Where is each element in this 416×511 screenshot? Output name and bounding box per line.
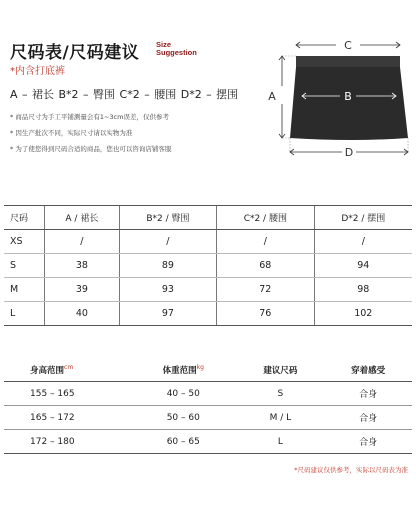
table-row [4,254,412,278]
suggested-size-cell: L [237,430,325,454]
height-cell: 155 – 165 [4,382,130,406]
table-row [4,406,412,430]
suggested-size-cell: S [237,382,325,406]
waist-cell: 76 [217,302,315,326]
fit-cell: 合身 [324,382,412,406]
header-length: A / 裙长 [45,206,120,230]
hip-cell: 97 [119,302,216,326]
length-cell: 39 [45,278,120,302]
waist-cell: / [217,230,315,254]
note-measurement-error: * 商品尺寸为手工平铺测量会有1~3cm误差，仅供参考 [10,113,169,121]
length-cell: 38 [45,254,120,278]
table-row [4,302,412,326]
skirt-body [290,67,408,140]
hip-cell: / [119,230,216,254]
title-english-line-2: Suggestion [156,48,197,57]
title-english-line-1: Size [156,40,172,49]
page-title: 尺码表/尺码建议 [10,43,140,63]
size-cell: S [4,254,45,278]
hem-cell: 102 [314,302,412,326]
header-fit-feel: 穿着感受 [324,358,412,382]
header-size: 尺码 [4,206,45,230]
size-table [4,205,412,326]
header-weight-range: 体重范围$^{kg}$ [130,358,237,382]
fit-cell: 合身 [324,430,412,454]
table-row [4,278,412,302]
skirt-waistband [296,56,400,67]
size-recommendation-table [4,358,412,454]
size-cell: M [4,278,45,302]
hem-cell: 98 [314,278,412,302]
header-height-range: 身高范围$^{cm}$ [4,358,130,382]
size-cell: L [4,302,45,326]
table-row [4,382,412,406]
unit-cm: cm [64,363,74,371]
label-c: C [344,39,352,52]
label-b: B [344,90,352,103]
label-a: A [268,90,276,103]
includes-leggings-note: *内含打底裤 [10,66,65,77]
skirt-measurement-diagram [262,34,412,164]
hip-cell: 93 [119,278,216,302]
waist-cell: 68 [217,254,315,278]
size-table-header-row [4,206,412,230]
waist-cell: 72 [217,278,315,302]
header-hem: D*2 / 摆围 [314,206,412,230]
label-d: D [344,146,354,159]
unit-kg: kg [196,363,204,371]
size-cell: XS [4,230,45,254]
height-cell: 172 – 180 [4,430,130,454]
weight-cell: 40 – 50 [130,382,237,406]
length-cell: 40 [45,302,120,326]
length-arrow [268,56,285,138]
rec-table-header-row [4,358,412,382]
hem-arrow [290,146,408,159]
header-suggested-size: 建议尺码 [237,358,325,382]
hem-cell: / [314,230,412,254]
hip-cell: 89 [119,254,216,278]
table-row [4,430,412,454]
table-row [4,230,412,254]
waist-arrow [296,39,400,52]
note-batch-difference: * 因生产批次不同，实际尺寸请以实物为准 [10,129,133,137]
header-hip: B*2 / 臀围 [119,206,216,230]
length-cell: / [45,230,120,254]
footer-disclaimer: *尺码建议仅供参考，实际以尺码表为准 [294,466,408,474]
weight-cell: 60 – 65 [130,430,237,454]
page-title-english [156,41,197,57]
height-cell: 165 – 172 [4,406,130,430]
header-waist: C*2 / 腰围 [217,206,315,230]
weight-cell: 50 – 60 [130,406,237,430]
note-contact-service: * 为了使您得到尺码合适的商品，您也可以咨询店铺客服 [10,145,172,153]
measurement-legend: A – 裙长 B*2 – 臀围 C*2 – 腰围 D*2 – 摆围 [10,88,239,101]
hem-cell: 94 [314,254,412,278]
suggested-size-cell: M / L [237,406,325,430]
fit-cell: 合身 [324,406,412,430]
